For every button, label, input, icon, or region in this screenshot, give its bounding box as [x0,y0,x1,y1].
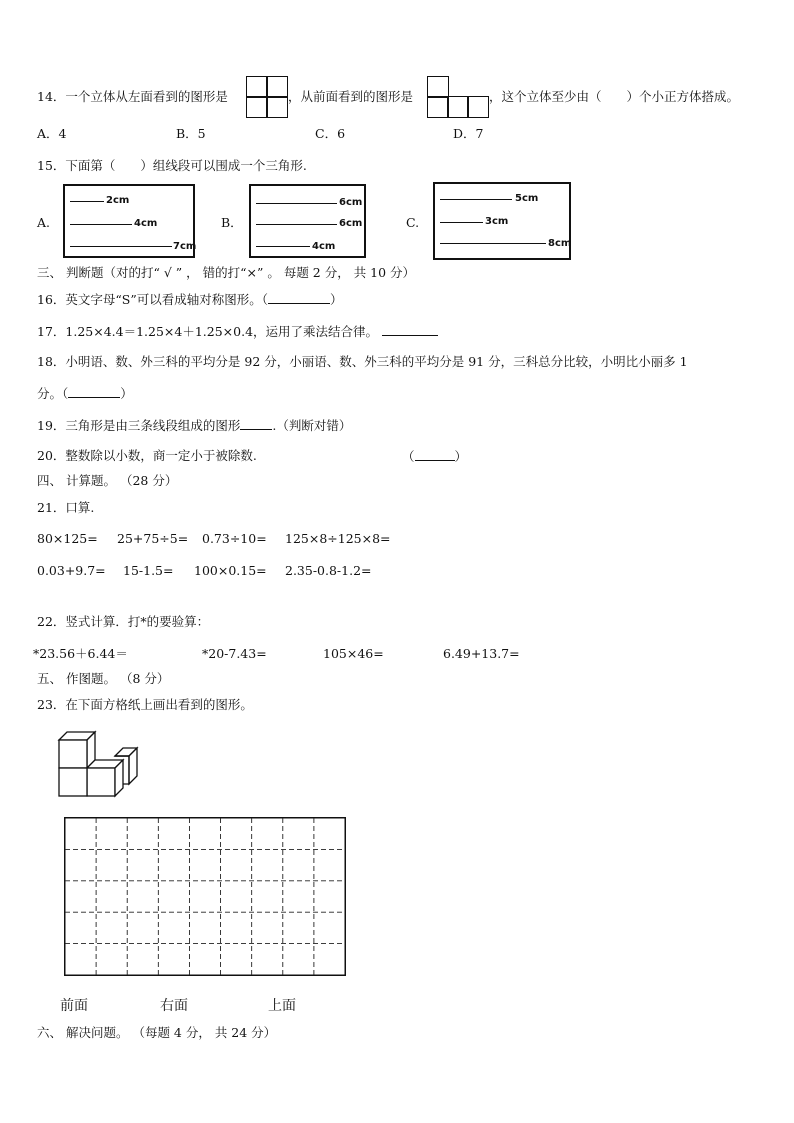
q15-c-seg1-label: 5cm [515,193,539,204]
q15-group-c-box [433,182,571,260]
q18-line1: 18．小明语、数、外三科的平均分是 92 分，小丽语、数、外三科的平均分是 91 分，三科总分比较，小明比小丽多 1 [37,354,688,369]
q16-close: ） [330,292,343,307]
q22-title: 22．竖式计算．打*的要验算： [37,614,210,629]
q14-part1: 14．一个立体从左面看到的图形是 [37,89,228,104]
q20-open: （ [402,449,415,464]
q17-answer-blank[interactable] [382,323,438,336]
section3-heading: 三、 判断题（对的打“ √ ” ， 错的打“×” 。 每题 2 分， 共 10 分） [37,265,416,280]
q14-option-b: B．5 [176,126,206,141]
q15-text: 15．下面第（ ）组线段可以围成一个三角形. [37,158,307,173]
q15-b-seg2-label: 6cm [339,218,363,229]
q16-line [37,291,343,308]
q15-c-seg2-label: 3cm [485,216,509,227]
q15-b-seg1-label: 6cm [339,197,363,208]
q14-front-view-figure [427,76,489,118]
q18-answer-blank[interactable] [68,385,120,398]
q23-drawing-grid[interactable] [64,817,346,976]
q15-group-a-box [63,184,195,258]
q19-text: 19．三角形是由三条线段组成的图形 [37,418,241,433]
q23-label-front: 前面 [60,998,88,1014]
q23-grid-lines [64,817,346,976]
q17-line [37,323,438,340]
q22-item-1: *23.56＋6.44＝ [33,646,128,661]
section4-heading: 四、 计算题。 （28 分） [37,473,178,488]
q21-r2-c2: 15-1.5= [123,563,174,578]
q21-r2-c4: 2.35-0.8-1.2= [285,563,372,578]
q15-c-seg3-label: 8cm [548,238,572,249]
q23-label-right: 右面 [160,998,188,1014]
q17-text: 17．1.25×4.4＝1.25×4＋1.25×0.4，运用了乘法结合律。 [37,324,379,339]
q15-a-seg2-label: 4cm [134,218,158,229]
q21-title: 21．口算. [37,500,95,515]
q21-r2-c3: 100×0.15= [194,563,267,578]
q18-close: ） [120,386,133,401]
q22-item-4: 6.49+13.7= [443,646,520,661]
q15-b-seg3-label: 4cm [312,241,336,252]
q14-part3: ，这个立体至少由（ ）个小正方体搭成。 [489,89,740,104]
q18-line2 [37,385,133,402]
q15-group-b-box [249,184,366,258]
q15-label-b: B． [221,215,243,230]
q22-item-3: 105×46= [323,646,384,661]
q20-answer-blank[interactable] [415,448,455,461]
q19-line [37,417,351,434]
q19-tail: .（判断对错） [272,418,352,433]
q21-r1-c4: 125×8÷125×8= [285,531,391,546]
q14-left-view-figure [246,76,288,118]
q15-label-a: A. [37,215,51,230]
q14-part2: ，从前面看到的图形是 [288,89,414,104]
q20-close: ） [454,449,468,464]
q14-option-a: A．4 [37,126,67,141]
q20-text: 20．整数除以小数，商一定小于被除数. [37,448,257,463]
q15-a-seg1-label: 2cm [106,195,130,206]
grid-border [65,818,346,976]
q14-option-d: D．7 [453,126,484,141]
q18-open: 分。（ [37,386,69,401]
q21-r2-c1: 0.03+9.7= [37,563,106,578]
q15-a-seg3-label: 7cm [173,241,197,252]
q14-option-c: C．6 [315,126,346,141]
q14-line [37,89,228,105]
q22-item-2: *20-7.43= [202,646,267,661]
q19-answer-blank[interactable] [240,417,272,430]
q21-r1-c3: 0.73÷10= [202,531,267,546]
section6-heading: 六、 解决问题。 （每题 4 分， 共 24 分） [37,1025,277,1040]
section5-heading: 五、 作图题。 （8 分） [37,671,170,686]
q15-label-c: C. [406,215,420,230]
q21-r1-c2: 25+75÷5= [117,531,189,546]
q16-answer-blank[interactable] [268,291,330,304]
q23-label-top: 上面 [268,998,296,1014]
q16-text: 16．英文字母“S”可以看成轴对称图形。（ [37,292,269,307]
q23-title: 23．在下面方格纸上画出看到的图形。 [37,697,253,712]
q21-r1-c1: 80×125= [37,531,98,546]
q23-cube-figure [55,726,141,800]
q20-answer [402,448,467,465]
